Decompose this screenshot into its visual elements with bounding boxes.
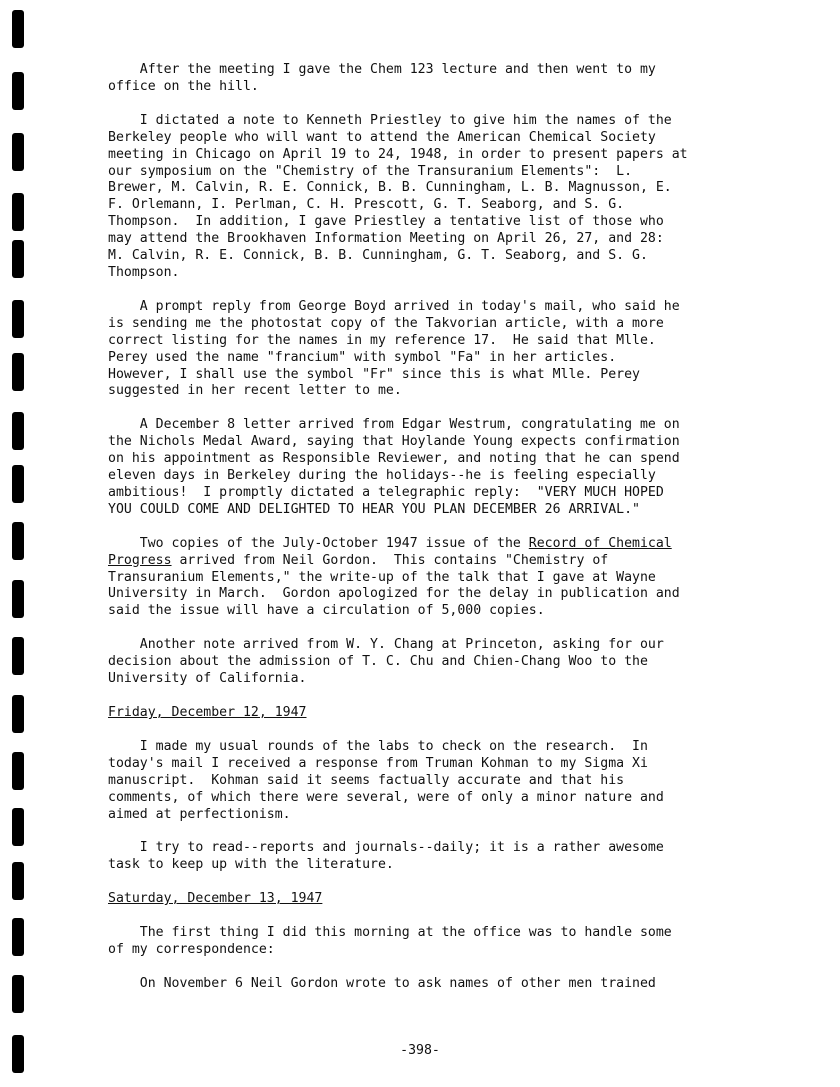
binder-hole: [12, 133, 24, 171]
binder-holes: [12, 0, 26, 1087]
binder-hole: [12, 918, 24, 956]
binder-hole: [12, 72, 24, 110]
paragraph: I made my usual rounds of the labs to check on the research. In today's mail I received a response from Truman Kohman to my Sigma Xi manuscript. Kohman said it seems factually accurate and that his comments, of which there were several, were of only a minor nature and aimed at perfectionism.: [108, 738, 664, 822]
binder-hole: [12, 695, 24, 733]
binder-hole: [12, 975, 24, 1013]
paragraph: On November 6 Neil Gordon wrote to ask names of other men trained: [108, 975, 656, 991]
binder-hole: [12, 10, 24, 48]
page-number: -398-: [400, 1043, 440, 1058]
paragraph: I try to read--reports and journals--daily; it is a rather awesome task to keep up with the literature.: [108, 840, 664, 873]
binder-hole: [12, 240, 24, 278]
binder-hole: [12, 300, 24, 338]
binder-hole: [12, 580, 24, 618]
binder-hole: [12, 862, 24, 900]
binder-hole: [12, 412, 24, 450]
paragraph: The first thing I did this morning at the office was to handle some of my correspondence:: [108, 925, 672, 958]
paragraph: I dictated a note to Kenneth Priestley to give him the names of the Berkeley people who will want to attend the American Chemical Society meeting in Chicago on April 19 to 24, 1948, in order to present papers at our symposium on the "Chemistry of the Transuranium Elements": L. Brewer, M. Calvin, R. E. Connick, B. B. Cunningham, L. B. Magnusson, E. F. Orlemann, I. Perlman, C. H. Prescott, G. T. Seaborg, and S. G. Thompson. In addition, I gave Priestley a tentative list of those who may attend the Brookhaven Information Meeting on April 26, 27, and 28: M. Calvin, R. E. Connick, B. B. Cunningham, G. T. Seaborg, and S. G. Thompson.: [108, 112, 688, 280]
paragraph: After the meeting I gave the Chem 123 lecture and then went to my office on the hill.: [108, 62, 656, 94]
binder-hole: [12, 522, 24, 560]
binder-hole: [12, 193, 24, 231]
document-page: [108, 62, 748, 1010]
date-heading: Saturday, December 13, 1947: [108, 891, 323, 907]
binder-hole: [12, 752, 24, 790]
binder-hole: [12, 808, 24, 846]
binder-hole: [12, 465, 24, 503]
date-heading: Friday, December 12, 1947: [108, 705, 307, 720]
paragraph: Another note arrived from W. Y. Chang at Princeton, asking for our decision about the admission of T. C. Chu and Chien-Chang Woo to the University of California.: [108, 637, 664, 687]
binder-hole: [12, 353, 24, 391]
paragraph: A December 8 letter arrived from Edgar Westrum, congratulating me on the Nichols Medal Award, saying that Hoylande Young expects confirmation on his appointment as Responsible Reviewer, and noting that he can spend eleven days in Berkeley during the holidays--he is feeling especially ambitious! I promptly dictated a telegraphic reply: "VERY MUCH HOPED YOU COULD COME AND DELIGHTED TO HEAR YOU PLAN DECEMBER 26 ARRIVAL.": [108, 417, 680, 517]
paragraph: Two copies of the July-October 1947 issue of the Record of Chemical Progress arrived from Neil Gordon. This contains "Chemistry of Transuranium Elements," the write-up of the talk that I gave at Wayne University in March. Gordon apologized for the delay in publication and said the issue will have a circulation of 5,000 copies.: [108, 535, 680, 619]
paragraph: A prompt reply from George Boyd arrived in today's mail, who said he is sending me the photostat copy of the Takvorian article, with a more correct listing for the names in my reference 17. He said that Mlle. Perey used the name "francium" with symbol "Fa" in her articles. However, I shall use the symbol "Fr" since this is what Mlle. Perey suggested in her recent letter to me.: [108, 298, 680, 399]
binder-hole: [12, 637, 24, 675]
